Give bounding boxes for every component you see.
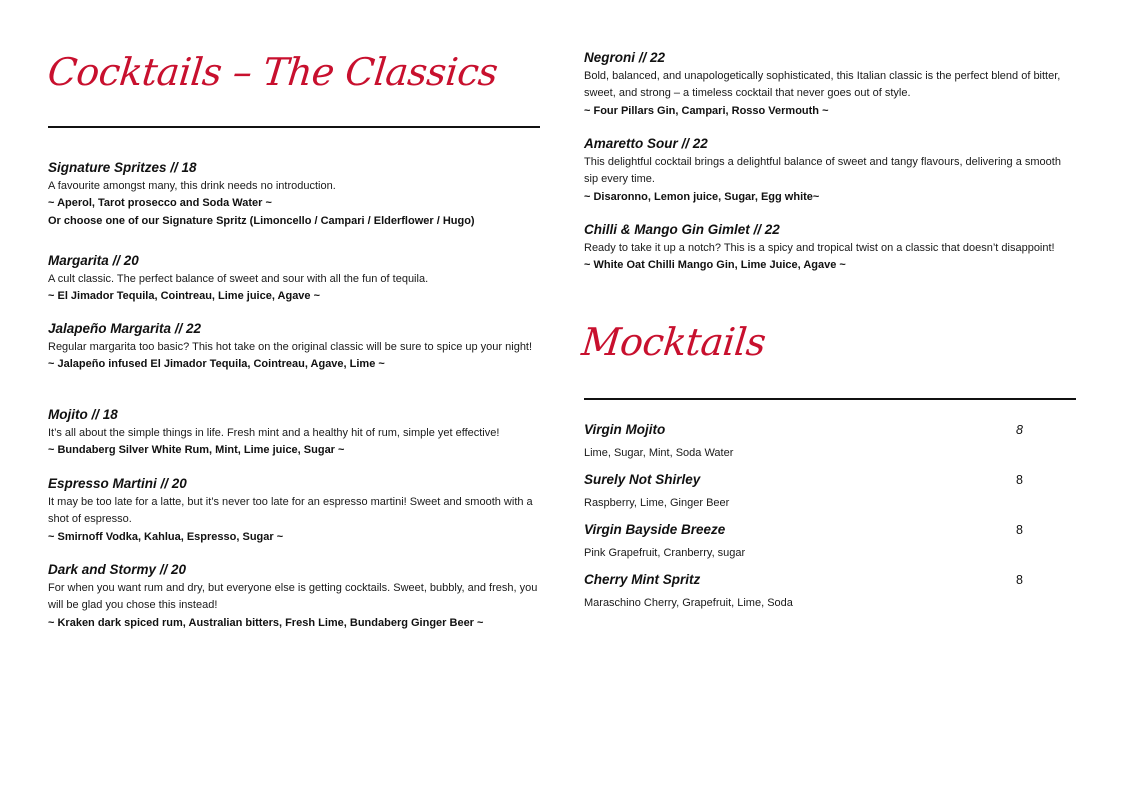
mocktail-description: Pink Grapefruit, Cranberry, sugar: [584, 547, 746, 559]
item-description: Ready to take it up a notch? This is a spicy and tropical twist on a classic that doesn’t disappoint!: [584, 242, 1055, 254]
mocktail-description: Maraschino Cherry, Grapefruit, Lime, Soda: [584, 597, 793, 609]
item-ingredients: ~ White Oat Chilli Mango Gin, Lime Juice, Agave ~: [584, 259, 846, 272]
menu-item-amaretto-sour: [584, 135, 1076, 206]
item-ingredients: ~ Bundaberg Silver White Rum, Mint, Lime juice, Sugar ~: [48, 444, 345, 457]
classics-heading: Cocktails – The Classics: [45, 50, 500, 94]
item-title: Chilli & Mango Gin Gimlet // 22: [584, 222, 780, 237]
mocktail-name: Cherry Mint Spritz: [584, 572, 701, 587]
mocktail-price: 8: [1016, 473, 1023, 487]
item-ingredients: ~ Smirnoff Vodka, Kahlua, Espresso, Sugar ~: [48, 530, 284, 543]
item-title: Jalapeño Margarita // 22: [48, 321, 202, 336]
menu-item-margarita: [48, 252, 540, 306]
menu-item-negroni: [584, 49, 1076, 120]
item-title: Amaretto Sour // 22: [584, 136, 708, 151]
mocktail-name: Virgin Mojito: [584, 422, 666, 437]
mocktails-divider: [584, 398, 1076, 400]
menu-item-dark-and-stormy: [48, 561, 540, 632]
item-description: It may be too late for a latte, but it’s never too late for an espresso martini! Sweet and smooth with a shot of espresso.: [48, 496, 533, 526]
item-ingredients: ~ Kraken dark spiced rum, Australian bitters, Fresh Lime, Bundaberg Ginger Beer ~: [48, 616, 484, 629]
item-ingredients: ~ Jalapeño infused El Jimador Tequila, Cointreau, Agave, Lime ~: [48, 358, 385, 371]
item-extra-note: Or choose one of our Signature Spritz (Limoncello / Campari / Elderflower / Hugo): [48, 214, 475, 227]
mocktail-virgin-bayside-breeze: [584, 520, 1076, 559]
menu-item-espresso-martini: [48, 475, 540, 546]
mocktail-description: Lime, Sugar, Mint, Soda Water: [584, 447, 734, 459]
menu-item-signature-spritzes: [48, 159, 540, 230]
classics-divider: [48, 126, 540, 128]
item-title: Espresso Martini // 20: [48, 476, 187, 491]
item-description: Regular margarita too basic? This hot take on the original classic will be sure to spice up your night!: [48, 341, 533, 353]
mocktail-price: 8: [1016, 573, 1023, 587]
item-description: A cult classic. The perfect balance of sweet and sour with all the fun of tequila.: [48, 273, 429, 285]
item-ingredients: ~ El Jimador Tequila, Cointreau, Lime juice, Agave ~: [48, 290, 321, 303]
mocktail-cherry-mint-spritz: [584, 570, 1076, 609]
item-ingredients: ~ Aperol, Tarot prosecco and Soda Water ~: [48, 197, 272, 210]
item-description: A favourite amongst many, this drink needs no introduction.: [48, 180, 336, 192]
mocktail-surely-not-shirley: [584, 470, 1076, 509]
item-ingredients: ~ Disaronno, Lemon juice, Sugar, Egg white~: [584, 190, 820, 203]
menu-item-chilli-mango-gin-gimlet: [584, 221, 1076, 275]
mocktail-name: Surely Not Shirley: [584, 472, 701, 487]
item-description: It’s all about the simple things in life. Fresh mint and a healthy hit of rum, simple yet effective!: [48, 427, 500, 439]
mocktails-heading: Mocktails: [579, 320, 768, 364]
item-description: For when you want rum and dry, but everyone else is getting cocktails. Sweet, bubbly, and fresh, you will be glad you chose this instead!: [48, 582, 538, 612]
item-title: Dark and Stormy // 20: [48, 562, 187, 577]
mocktail-price: 8: [1016, 423, 1023, 437]
item-title: Negroni // 22: [584, 50, 666, 65]
item-title: Signature Spritzes // 18: [48, 160, 197, 175]
item-title: Mojito // 18: [48, 407, 118, 422]
item-description: Bold, balanced, and unapologetically sophisticated, this Italian classic is the perfect blend of bitter, sweet, and strong – a timeless cocktail that never goes out of style.: [584, 70, 1061, 100]
mocktail-virgin-mojito: [584, 420, 1076, 459]
mocktail-description: Raspberry, Lime, Ginger Beer: [584, 497, 730, 509]
menu-item-mojito: [48, 406, 540, 460]
item-title: Margarita // 20: [48, 253, 139, 268]
mocktail-name: Virgin Bayside Breeze: [584, 522, 726, 537]
mocktail-price: 8: [1016, 523, 1023, 537]
item-ingredients: ~ Four Pillars Gin, Campari, Rosso Vermouth ~: [584, 104, 829, 117]
item-description: This delightful cocktail brings a delightful balance of sweet and tangy flavours, delivering a smooth sip every time.: [584, 156, 1061, 186]
menu-item-jalapeno-margarita: [48, 320, 540, 374]
